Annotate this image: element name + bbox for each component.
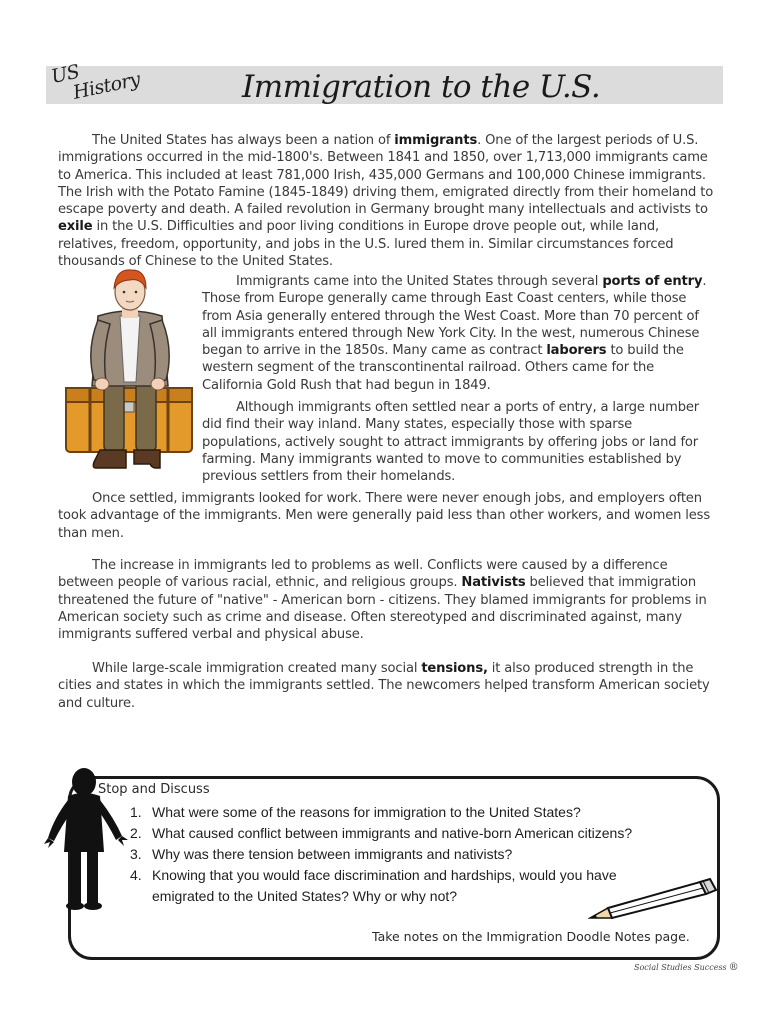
footer-credit: Social Studies Success ® [634, 962, 739, 973]
notes-instruction: Take notes on the Immigration Doodle Notes page. [372, 929, 690, 944]
term-exile: exile [58, 219, 93, 235]
question-2: 2. What caused conflict between immigrants and native-born American citizens? [130, 825, 633, 841]
term-nativists: Nativists [461, 575, 526, 591]
subject-stamp [50, 50, 145, 119]
question-3: 3. Why was there tension between immigrants and nativists? [130, 846, 513, 862]
question-4: 4. Knowing that you would face discrimination and hardships, would you have emigrated to the United States? Why or why not? [130, 867, 617, 904]
term-ports-of-entry: ports of entry [602, 274, 703, 289]
question-1: 1. What were some of the reasons for immigration to the United States? [130, 804, 581, 820]
immigrant-boy-illustration [60, 268, 200, 484]
term-immigrants: immigrants [394, 133, 478, 148]
subject-label-history: History [71, 68, 142, 104]
paragraph-intro: The United States has always been a nation of immigrants. One of the largest periods of U.S. immigrations occurred in the mid-1800's. Between 1841 and 1850, over 1,713,000 immigrants came to America. This included at least 781,000 Irish, 435,000 Germans and 100,000 Chinese immigrants. The Irish with the Potato Famine (1845-1849) driving them, emigrated directly from their homeland to escape poverty and death. A failed revolution in Germany brought many intellectuals and activists to exile in the U.S. Difficulties and poor living conditions in Europe drove people out, while land, relatives, freedom, opportunity, and jobs in the U.S. lured them in. Similar circumstances forced thousands of Chinese to the United States. [58, 133, 714, 270]
term-laborers: laborers [546, 343, 607, 359]
registered-mark: ® [728, 962, 739, 973]
paragraph-tensions: While large-scale immigration created many social tensions, it also produced strength in the cities and states in which the immigrants settled. The newcomers helped transform American society and culture. [58, 661, 710, 711]
paragraph-problems: The increase in immigrants led to problems as well. Conflicts were caused by a difference between people of various racial, ethnic, and religious groups. Nativists believed that immigration threatened the future of "native" - American born - citizens. They blamed immigrants for problems in American society such as crime and disease. Often stereotyped and discriminated against, many immigrants suffered verbal and physical abuse. [58, 558, 707, 643]
paragraph-ports-of-entry: Immigrants came into the United States through several ports of entry. Those from Europe generally came through East Coast centers, while those from Asia generally entered through the West Coast. More than 70 percent of all immigrants entered through New York City. In the west, numerous Chinese began to arrive in the 1850s. Many came as contract laborers to build the western segment of the transcontinental railroad. Others came for the California Gold Rush that had begun in 1849. [202, 274, 707, 393]
pencil-icon [588, 878, 718, 926]
term-tensions: tensions, [421, 661, 488, 676]
stop-and-discuss-heading: Stop and Discuss [98, 782, 210, 797]
paragraph-settlement: Although immigrants often settled near a ports of entry, a large number did find their way inland. Many states, especially those with sparse populations, actively sought to attract immigrants by offering jobs or land for farming. Many immigrants wanted to move to communities established by previous settlers from their homelands. [202, 400, 700, 485]
paragraph-work: Once settled, immigrants looked for work. There were never enough jobs, and employers often took advantage of the immigrants. Men were generally paid less than other workers, and women less than men. [58, 491, 711, 541]
subject-label-us: US [49, 60, 82, 89]
page-title: Immigration to the U.S. [242, 69, 601, 105]
